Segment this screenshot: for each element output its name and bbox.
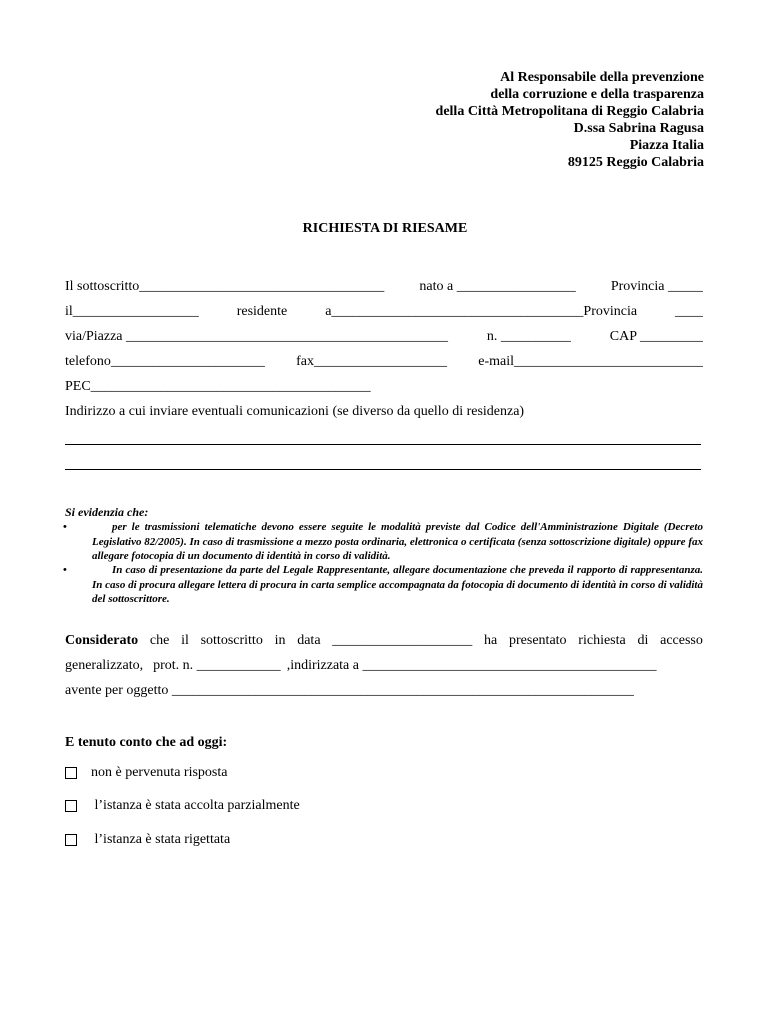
notes-heading: Si evidenzia che: (65, 505, 149, 519)
note-text-1: per le trasmissioni telematiche devono essere seguite le modalità previste dal Codice dell'Amministrazione Digitale (Decreto Legislativo 82/2005). In caso di trasmissione a mezzo posta ordinaria, elettronica o certificata (senza sottoscrizione digitale) oppure fax allegare fotocopia di un documento di identità in corso di validità. (92, 521, 703, 562)
field-nato-a: nato a _________________ (419, 279, 576, 294)
considerato-line-3 (65, 683, 703, 703)
note-text-2: In caso di presentazione da parte del Legale Rappresentante, allegare documentazione che preveda il rapporto di rappresentanza. In caso di procura allegare lettera di procura in carta semplice accompagnata da fotocopia di documento di identità in corso di validità del sottoscrittore. (92, 564, 703, 605)
status-heading: E tenuto conto che ad oggi: (65, 735, 228, 750)
label-residente: residente (236, 304, 288, 319)
field-email: e-mail___________________________ (478, 354, 703, 369)
document-title: RICHIESTA DI RIESAME (302, 221, 468, 236)
form-line-alt-address-label (65, 404, 703, 424)
field-data: ____________________ (332, 633, 473, 648)
bullet-dot: • (63, 521, 67, 533)
considerato-line-2 (65, 658, 703, 678)
blank-line-2 (65, 469, 701, 470)
recipient-line: Piazza Italia (629, 138, 704, 153)
recipient-line: D.ssa Sabrina Ragusa (573, 121, 704, 136)
form-line-residence (65, 304, 703, 324)
option-no-response[interactable] (65, 765, 227, 781)
note-bullet-1 (65, 520, 703, 564)
word: ha (484, 633, 498, 648)
field-oggetto: avente per oggetto __________________________________________________________________ (65, 683, 634, 698)
field-telefono: telefono______________________ (65, 354, 265, 369)
considerato-keyword: Considerato (65, 633, 139, 648)
form-line-name (65, 279, 703, 299)
label-alt-address: Indirizzo a cui inviare eventuali comunicazioni (se diverso da quello di residenza) (65, 404, 525, 419)
word: generalizzato, (65, 658, 144, 673)
blank-line-1 (65, 444, 701, 445)
field-fax: fax___________________ (296, 354, 447, 369)
word: il (181, 633, 189, 648)
word: di (637, 633, 649, 648)
checkbox-icon[interactable] (65, 767, 77, 779)
option-label: l’istanza è stata accolta parzialmente (91, 798, 300, 813)
word: in (274, 633, 286, 648)
field-pec: PEC________________________________________ (65, 379, 371, 394)
checkbox-icon[interactable] (65, 834, 77, 846)
field-sottoscritto: Il sottoscritto___________________________________ (65, 279, 385, 294)
recipient-line: della corruzione e della trasparenza (490, 87, 704, 102)
option-rejected[interactable] (65, 832, 230, 848)
field-cap: CAP _________ (609, 329, 703, 344)
word: accesso (660, 633, 703, 648)
word: che (149, 633, 170, 648)
form-line-address (65, 329, 703, 349)
recipient-address (436, 69, 704, 171)
considerato-line-1 (65, 633, 703, 653)
option-label: l’istanza è stata rigettata (91, 832, 231, 847)
bullet-dot: • (63, 564, 67, 576)
word: richiesta (578, 633, 626, 648)
word: sottoscritto (200, 633, 263, 648)
note-bullet-2 (65, 563, 703, 607)
recipient-line: della Città Metropolitana di Reggio Calabria (435, 104, 704, 119)
field-via-piazza: via/Piazza ______________________________________________ (65, 329, 449, 344)
field-residente-a: a____________________________________Provincia (325, 304, 638, 319)
recipient-line: Al Responsabile della prevenzione (500, 70, 704, 85)
field-numero: n. __________ (486, 329, 571, 344)
form-line-contacts (65, 354, 703, 374)
field-il: il__________________ (65, 304, 199, 319)
field-protocollo: prot. n. ____________ (153, 658, 281, 673)
field-provincia: Provincia _____ (610, 279, 703, 294)
form-line-pec (65, 379, 703, 399)
field-provincia-2: ____ (675, 304, 703, 319)
word: data (297, 633, 321, 648)
word: presentato (509, 633, 567, 648)
option-label: non è pervenuta risposta (91, 765, 228, 780)
checkbox-icon[interactable] (65, 800, 77, 812)
field-indirizzata: ,indirizzata a __________________________________________ (286, 658, 657, 673)
recipient-line: 89125 Reggio Calabria (567, 155, 704, 170)
option-partially-accepted[interactable] (65, 798, 300, 814)
